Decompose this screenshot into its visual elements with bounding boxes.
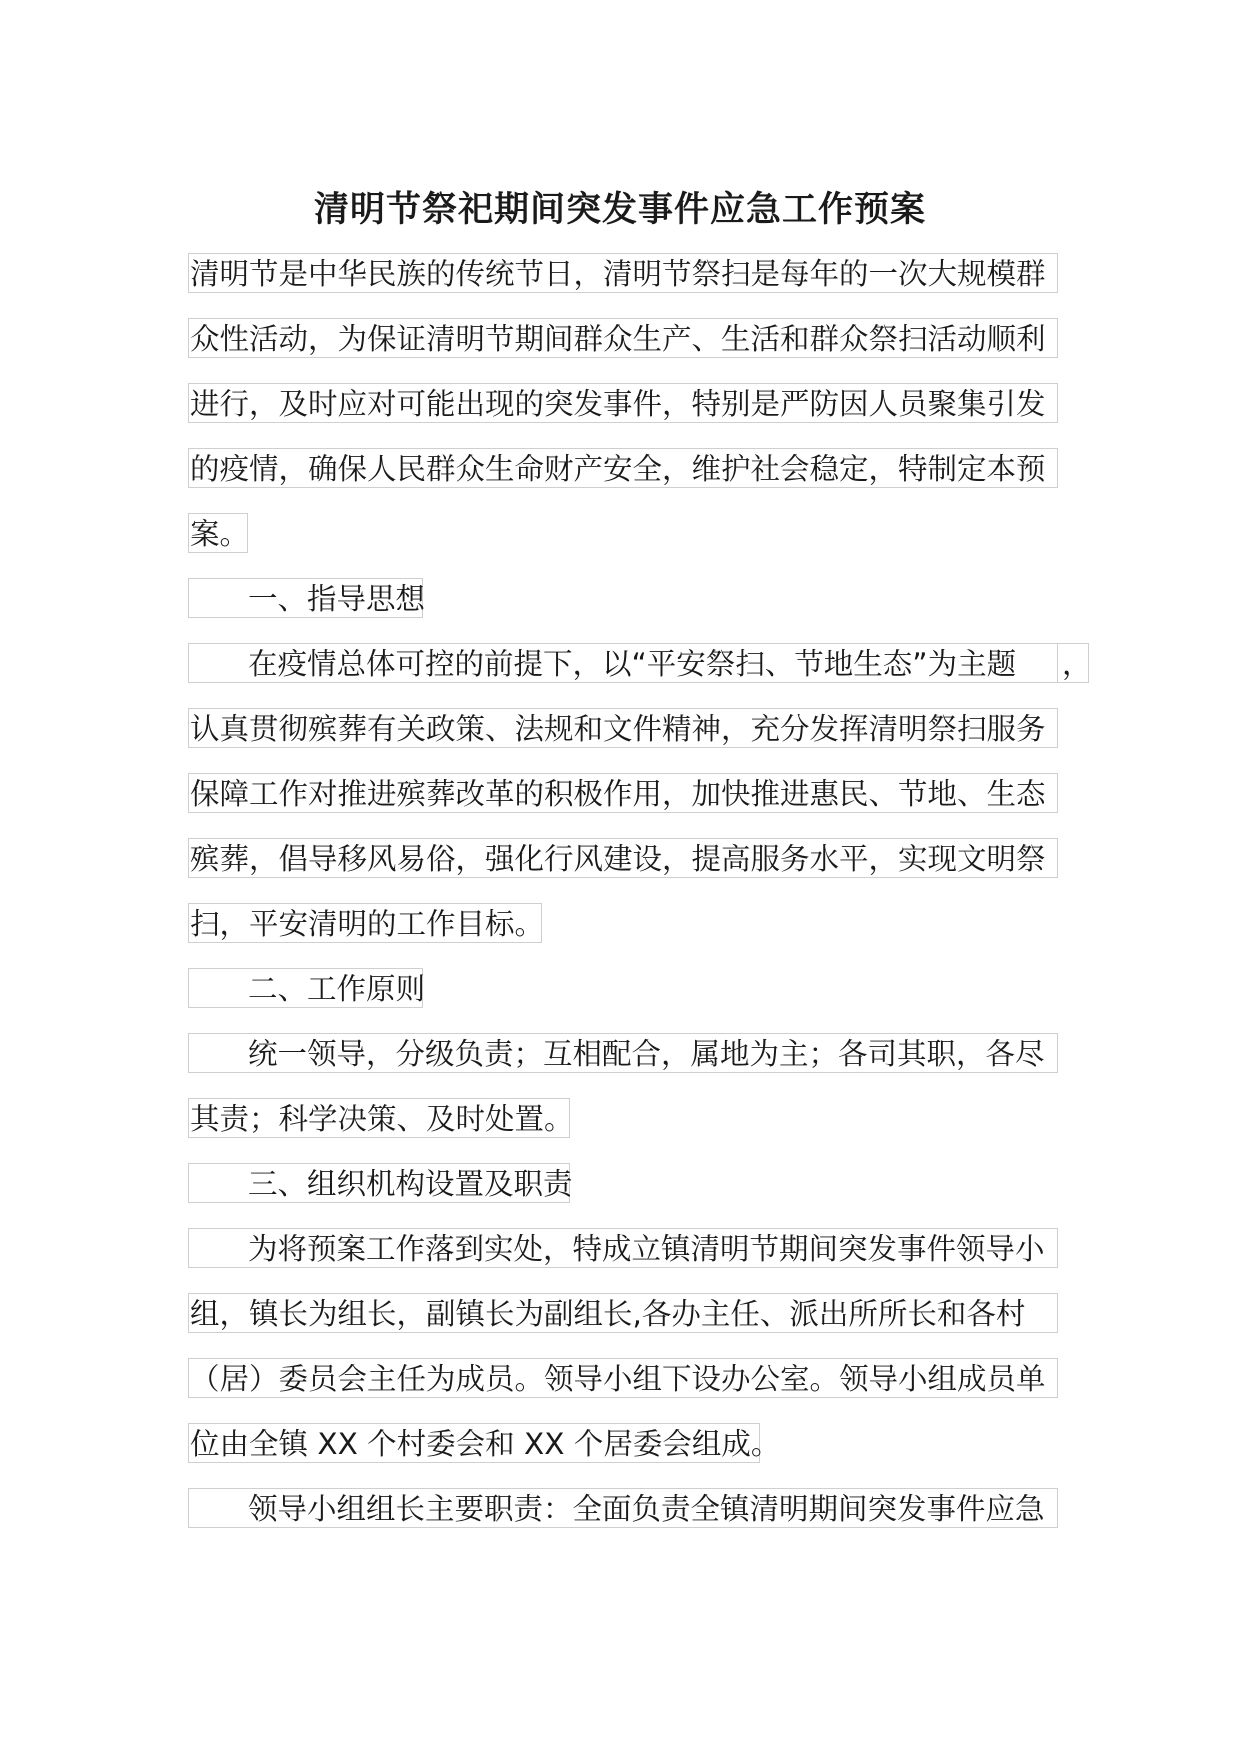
text-line: 清明节是中华民族的传统节日，清明节祭扫是每年的一次大规模群	[188, 253, 1058, 293]
text-line: 为将预案工作落到实处，特成立镇清明节期间突发事件领导小	[188, 1228, 1058, 1268]
text-line: 的疫情，确保人民群众生命财产安全，维护社会稳定，特制定本预	[188, 448, 1058, 488]
section-heading: 三、组织机构设置及职责	[188, 1163, 570, 1203]
text-line: 其责；科学决策、及时处置。	[188, 1098, 570, 1138]
text-line: 组，镇长为组长，副镇长为副组长,各办主任、派出所所长和各村	[188, 1293, 1058, 1333]
text-line: 领导小组组长主要职责：全面负责全镇清明期间突发事件应急	[188, 1488, 1058, 1528]
document-title: 清明节祭祀期间突发事件应急工作预案	[313, 190, 926, 230]
text-line: 统一领导，分级负责；互相配合，属地为主；各司其职，各尽	[188, 1033, 1058, 1073]
text-line: 众性活动，为保证清明节期间群众生产、生活和群众祭扫活动顺利	[188, 318, 1058, 358]
text-line: 案。	[188, 513, 248, 553]
text-line: 在疫情总体可控的前提下，以“平安祭扫、节地生态”为主题	[188, 643, 1058, 683]
section-heading: 一、指导思想	[188, 578, 423, 618]
text-line: 殡葬，倡导移风易俗，强化行风建设，提高服务水平，实现文明祭	[188, 838, 1058, 878]
text-line: 保障工作对推进殡葬改革的积极作用，加快推进惠民、节地、生态	[188, 773, 1058, 813]
text-line: 位由全镇 XX 个村委会和 XX 个居委会组成。	[188, 1423, 760, 1463]
text-line: 扫，平安清明的工作目标。	[188, 903, 542, 943]
text-line-trailing-punctuation: ，	[1057, 643, 1089, 683]
text-line: 进行，及时应对可能出现的突发事件，特别是严防因人员聚集引发	[188, 383, 1058, 423]
text-line: 认真贯彻殡葬有关政策、法规和文件精神，充分发挥清明祭扫服务	[188, 708, 1058, 748]
text-line: （居）委员会主任为成员。领导小组下设办公室。领导小组成员单	[188, 1358, 1058, 1398]
section-heading: 二、工作原则	[188, 968, 423, 1008]
